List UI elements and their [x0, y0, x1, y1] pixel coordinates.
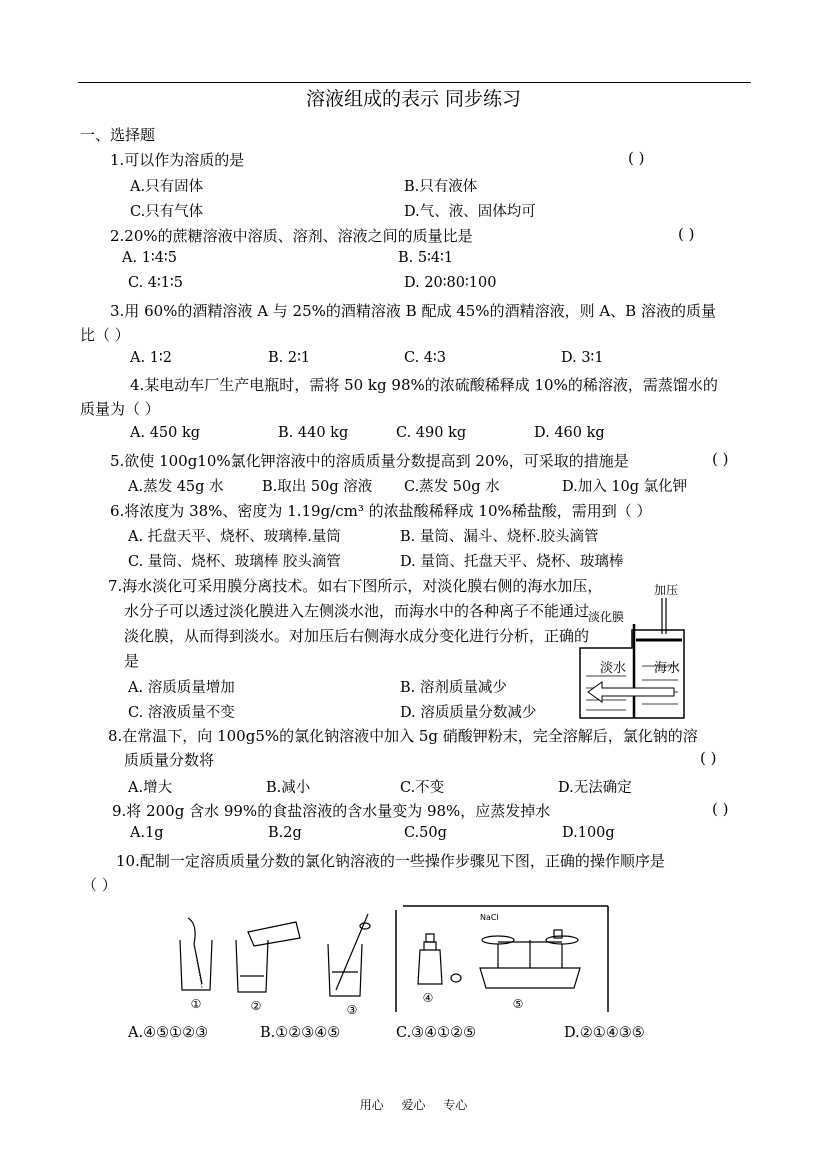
- sea-water-label: 海水: [654, 661, 681, 676]
- page-footer: 用心 爱心 专心: [359, 1098, 468, 1112]
- balance-icon: [480, 930, 580, 988]
- beaker-with-spoon-icon: [180, 918, 212, 990]
- question-9: 9.将 200g 含水 99%的食盐溶液的含水量变为 98%，应蒸发掉水: [112, 802, 551, 820]
- question-7-line2: 水分子可以透过淡化膜进入左侧淡水池，而海水中的各种离子不能通过: [124, 602, 590, 620]
- question-10-cont: （ ）: [82, 876, 117, 894]
- option: C.③④①②⑤: [396, 1025, 477, 1041]
- question-2: 2.20%的蔗糖溶液中溶质、溶剂、溶液之间的质量比是: [110, 227, 473, 245]
- option: D.100g: [562, 825, 615, 841]
- option: C. 4∶1∶5: [128, 275, 184, 291]
- question-3-cont: 比（ ）: [80, 326, 130, 344]
- option: D. 溶质质量分数减少: [400, 705, 537, 721]
- step-5-label: ⑤: [512, 997, 524, 1011]
- option: C.蒸发 50g 水: [404, 479, 500, 495]
- option: D. 3∶1: [561, 350, 604, 366]
- option: D.气、液、固体均可: [404, 204, 536, 220]
- option: A. 溶质质量增加: [128, 680, 235, 696]
- option: A. 托盘天平、烧杯、玻璃棒.量筒: [128, 529, 341, 545]
- option: D. 20∶80∶100: [404, 275, 497, 291]
- option: D.无法确定: [558, 780, 632, 796]
- stirring-beaker-icon: [328, 914, 370, 996]
- membrane-diagram: [572, 580, 702, 720]
- option: C. 量筒、烧杯、玻璃棒 胶头滴管: [128, 554, 341, 570]
- answer-paren: ( ): [712, 450, 729, 468]
- option: D.②①④③⑤: [564, 1025, 645, 1041]
- pressure-label: 加压: [654, 583, 679, 597]
- option: A.1g: [130, 825, 164, 841]
- page-title: 溶液组成的表示 同步练习: [305, 88, 522, 110]
- option: C.不变: [400, 780, 445, 796]
- question-7-line3: 淡化膜，从而得到淡水。对加压后右侧海水成分变化进行分析，正确的: [124, 627, 590, 645]
- option: A.只有固体: [130, 179, 204, 195]
- option: D.加入 10g 氯化钾: [562, 479, 688, 495]
- option: B.取出 50g 溶液: [262, 479, 373, 495]
- answer-paren: ( ): [700, 749, 717, 767]
- flow-arrow-icon: [588, 682, 674, 702]
- pouring-beaker-icon: [236, 922, 300, 992]
- option: A. 1∶2: [130, 350, 172, 366]
- question-4-cont: 质量为（ ）: [80, 400, 160, 418]
- answer-paren: ( ): [678, 225, 695, 243]
- option: A.蒸发 45g 水: [128, 479, 224, 495]
- answer-paren: ( ): [712, 800, 729, 818]
- option: C.50g: [404, 825, 447, 841]
- option: C. 490 kg: [396, 425, 467, 441]
- header-rule: [78, 82, 751, 83]
- option: B. 440 kg: [278, 425, 349, 441]
- question-6: 6.将浓度为 38%、密度为 1.19g/cm³ 的浓盐酸稀释成 10%稀盐酸，需用到（ ）: [110, 502, 652, 520]
- option: B. 5∶4∶1: [398, 250, 454, 266]
- reagent-bottle-icon: [418, 934, 461, 984]
- option: C. 溶液质量不变: [128, 705, 235, 721]
- option: D. 460 kg: [534, 425, 605, 441]
- option: A.增大: [128, 780, 173, 796]
- question-8-cont: 质质量分数将: [124, 751, 215, 769]
- option: B.①②③④⑤: [260, 1025, 341, 1041]
- option: A.④⑤①②③: [128, 1025, 209, 1041]
- question-7-line4: 是: [124, 652, 140, 670]
- procedure-figure: [168, 904, 610, 1016]
- option: A. 1∶4∶5: [122, 250, 177, 266]
- question-8: 8.在常温下，向 100g5%的氯化钠溶液中加入 5g 硝酸钾粉末，完全溶解后，氯化钠的溶: [108, 727, 698, 745]
- question-1: 1.可以作为溶质的是: [110, 151, 245, 169]
- nacl-label: NaCl: [480, 913, 499, 922]
- fresh-water-label: 淡水: [600, 661, 627, 676]
- option: D. 量筒、托盘天平、烧杯、玻璃棒: [400, 554, 624, 570]
- option: C. 4∶3: [404, 350, 447, 366]
- option: A. 450 kg: [130, 425, 201, 441]
- answer-paren: ( ): [628, 149, 645, 167]
- step-3-label: ③: [346, 1003, 358, 1016]
- step-4-label: ④: [422, 991, 434, 1005]
- step-1-label: ①: [190, 997, 202, 1011]
- question-5: 5.欲使 100g10%氯化钾溶液中的溶质质量分数提高到 20%，可采取的措施是: [110, 452, 629, 470]
- question-10: 10.配制一定溶质质量分数的氯化钠溶液的一些操作步骤见下图，正确的操作顺序是: [116, 852, 665, 870]
- step-2-label: ②: [250, 999, 262, 1013]
- section-heading: 一、选择题: [80, 126, 156, 144]
- option: B.减小: [266, 780, 311, 796]
- option: C.只有气体: [130, 204, 204, 220]
- option: B. 量筒、漏斗、烧杯.胶头滴管: [400, 529, 599, 545]
- membrane-label: 淡化膜: [588, 610, 625, 624]
- option: B.2g: [268, 825, 302, 841]
- option: B. 溶剂质量减少: [400, 680, 507, 696]
- option: B. 2∶1: [268, 350, 311, 366]
- option: B.只有液体: [404, 179, 478, 195]
- question-4: 4.某电动车厂生产电瓶时，需将 50 kg 98%的浓硫酸稀释成 10%的稀溶液，需蒸馏水的: [130, 376, 718, 394]
- question-7: 7.海水淡化可采用膜分离技术。如右下图所示，对淡化膜右侧的海水加压，: [108, 577, 603, 595]
- question-3: 3.用 60%的酒精溶液 A 与 25%的酒精溶液 B 配成 45%的酒精溶液，则 A、B 溶液的质量: [110, 302, 716, 320]
